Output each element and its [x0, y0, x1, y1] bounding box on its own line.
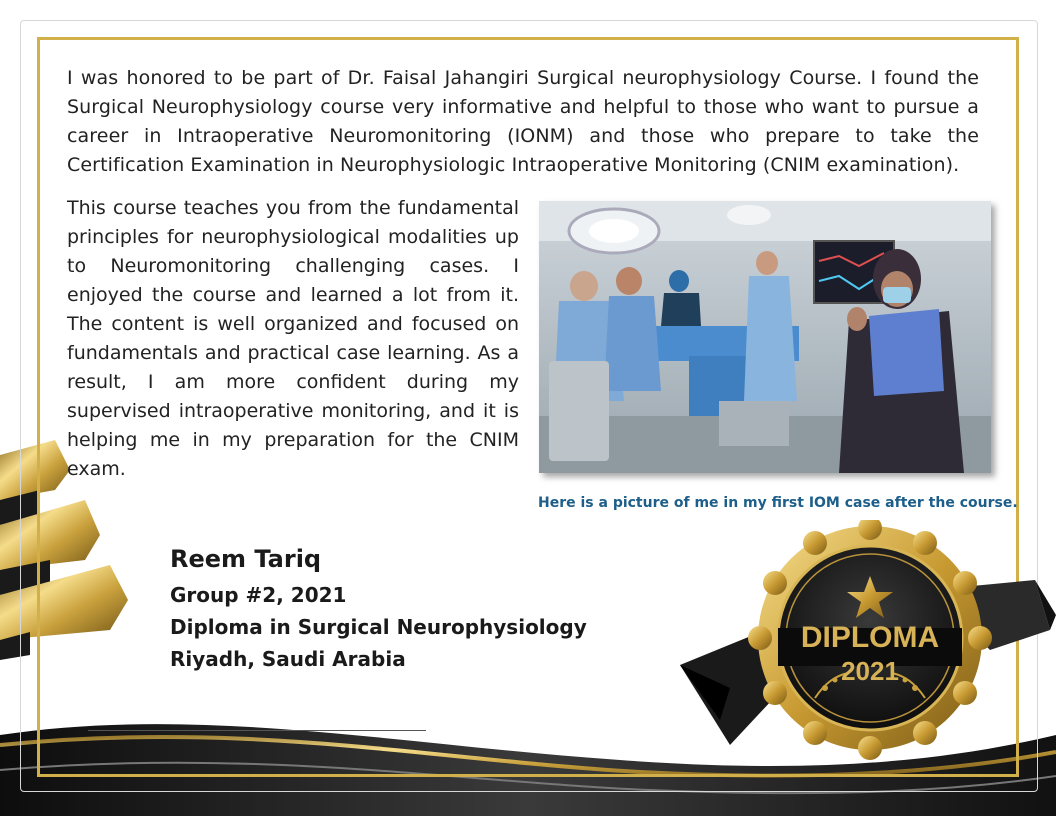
location: Riyadh, Saudi Arabia [170, 647, 406, 671]
operating-room-photo [539, 201, 991, 473]
photo-caption: Here is a picture of me in my first IOM case after the course. [538, 495, 1018, 511]
testimonial-paragraph-1: I was honored to be part of Dr. Faisal Jahangiri Surgical neurophysiology Course. I found the Surgical Neurophysiology course very informative and helpful to those who want to pursue a career in Intraoperative Neuromonitoring (IONM) and those who prepare to take the Certification Examination in Neurophysiologic Intraoperative Monitoring (CNIM examination). [67, 67, 979, 176]
testimonial-paragraph-2: This course teaches you from the fundamental principles for neurophysiological modalities up to Neuromonitoring challenging cases. I enjoyed the course and learned a lot from it. The content is well organized and focused on fundamentals and practical case learning. As a result, I am more confident during my supervised intraoperative monitoring, and it is helping me in my preparation for the CNIM exam. [67, 197, 519, 480]
diploma-seal [670, 520, 1056, 770]
signature-line [88, 730, 426, 731]
graduate-name: Reem Tariq [170, 545, 322, 573]
group-info: Group #2, 2021 [170, 583, 347, 607]
program-name: Diploma in Surgical Neurophysiology [170, 615, 587, 639]
badge-title: DIPLOMA [800, 621, 940, 654]
badge-year: 2021 [841, 656, 899, 686]
